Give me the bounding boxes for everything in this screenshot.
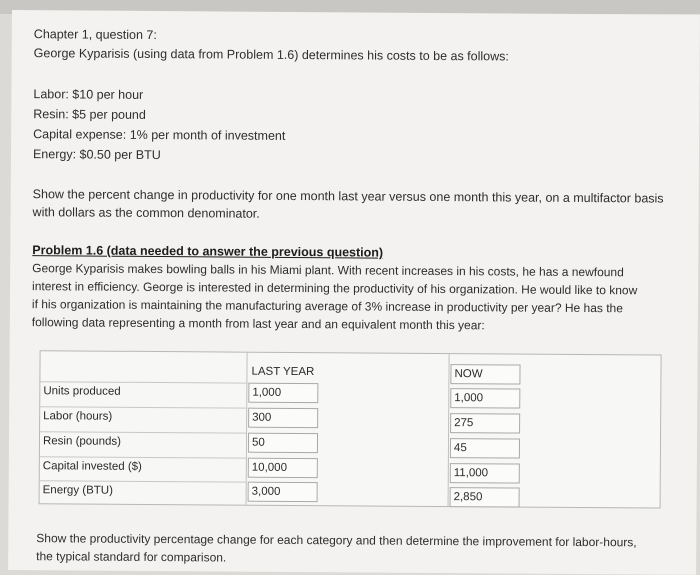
document-page (8, 10, 700, 575)
intro-text: George Kyparisis (using data from Problem 1.6) determines his costs to be as follows: (33, 46, 509, 64)
label-column (40, 351, 247, 504)
problem-link[interactable]: Problem 1.6 (data needed to answer the previous question) (32, 243, 384, 260)
row-label-resin: Resin (pounds) (40, 431, 246, 451)
problem-line-2: interest in efficiency. George is interested in determining the productivity of his organization. He would like to know (32, 279, 638, 298)
now-column (450, 354, 659, 507)
question-line-2: with dollars as the common denominator. (32, 205, 260, 221)
footer-line-1: Show the productivity percentage change for each category and then determine the improvement for labor-hours, (36, 531, 637, 550)
now-energy: 2,850 (450, 487, 520, 507)
now-capital: 11,000 (450, 463, 520, 483)
problem-line-3: if his organization is maintaining the manufacturing average of 3% increase in productivity per year? He has the (31, 297, 623, 316)
row-label-units: Units produced (40, 381, 246, 401)
last-year-labor: 300 (248, 408, 318, 428)
chapter-title: Chapter 1, question 7: (33, 27, 157, 43)
footer-line-2: the typical standard for comparison. (36, 549, 227, 565)
last-year-units: 1,000 (248, 383, 318, 403)
now-labor: 275 (450, 413, 520, 433)
cost-item-labor: Labor: $10 per hour (33, 87, 144, 102)
problem-line-4: following data representing a month from last year and an equivalent month this year: (31, 315, 485, 333)
row-label-energy: Energy (BTU) (40, 480, 246, 500)
last-year-energy: 3,000 (248, 482, 318, 502)
row-label-capital: Capital invested ($) (40, 456, 246, 476)
last-year-capital: 10,000 (248, 458, 318, 478)
header-now: NOW (450, 364, 520, 384)
cost-item-resin: Resin: $5 per pound (33, 107, 146, 122)
cost-item-energy: Energy: $0.50 per BTU (32, 147, 161, 163)
last-year-resin: 50 (248, 433, 318, 453)
question-line-1: Show the percent change in productivity for one month last year versus one month this year, on a multifactor basis (32, 187, 664, 206)
cost-item-capital: Capital expense: 1% per month of investment (33, 127, 286, 143)
problem-line-1: George Kyparisis makes bowling balls in his Miami plant. With recent increases in his costs, he has a newfound (32, 261, 624, 280)
header-last-year: LAST YEAR (251, 365, 315, 379)
data-table (39, 350, 662, 508)
now-resin: 45 (450, 438, 520, 458)
last-year-column (248, 353, 449, 506)
now-units: 1,000 (450, 388, 520, 408)
row-label-labor: Labor (hours) (40, 406, 246, 426)
